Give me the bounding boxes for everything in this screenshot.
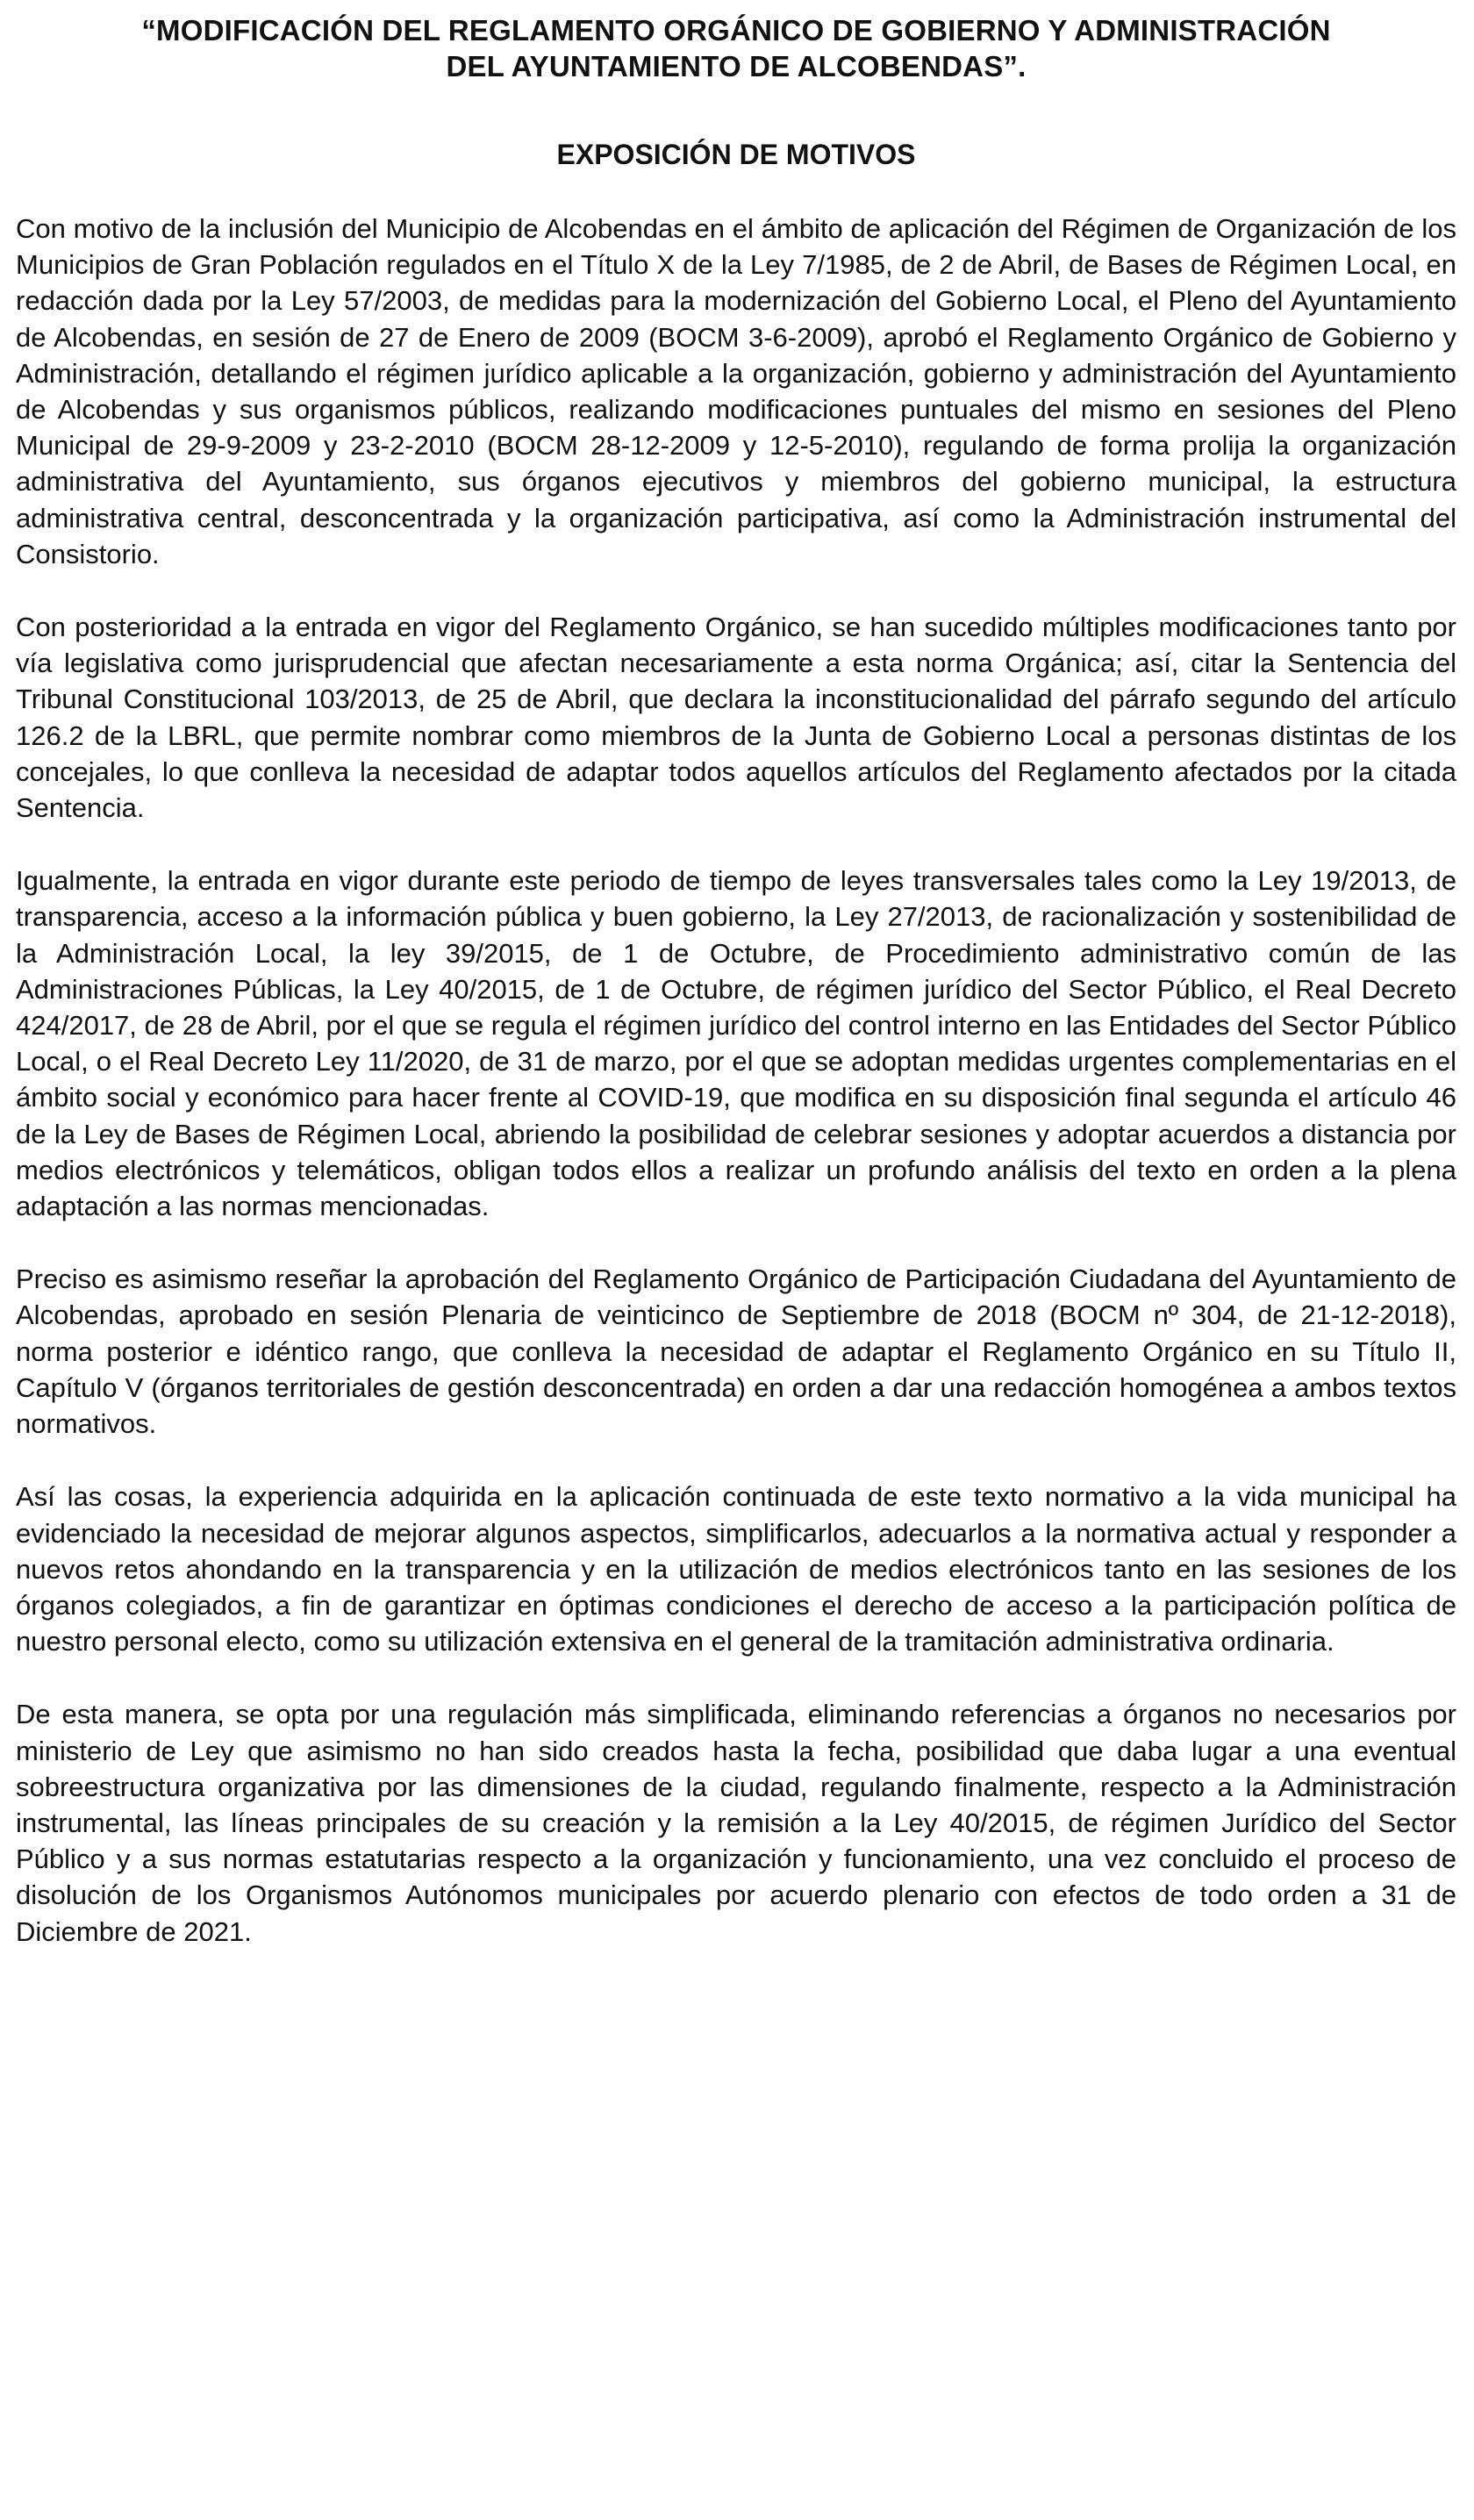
paragraph-1: Con motivo de la inclusión del Municipio de Alcobendas en el ámbito de aplicación del Régimen de Organización de los Municipios de Gran Población regulados en el Título X de la Ley 7/1985, de 2 de Abril, de Bases de Régimen Local, en redacción dada por la Ley 57/2003, de medidas para la modernización del Gobierno Local, el Pleno del Ayuntamiento de Alcobendas, en sesión de 27 de Enero de 2009 (BOCM 3-6-2009), aprobó el Reglamento Orgánico de Gobierno y Administración, detallando el régimen jurídico aplicable a la organización, gobierno y administración del Ayuntamiento de Alcobendas y sus organismos públicos, realizando modificaciones puntuales del mismo en sesiones del Pleno Municipal de 29-9-2009 y 23-2-2010 (BOCM 28-12-2009 y 12-5-2010), regulando de forma prolija la organización administrativa del Ayuntamiento, sus órganos ejecutivos y miembros del gobierno municipal, la estructura administrativa central, desconcentrada y la organización participativa, así como la Administración instrumental del Consistorio. <box>16 213 1456 569</box>
section-heading: EXPOSICIÓN DE MOTIVOS <box>556 139 916 170</box>
paragraph-4: Preciso es asimismo reseñar la aprobación del Reglamento Orgánico de Participación Ciudadana del Ayuntamiento de Alcobendas, aprobado en sesión Plenaria de veinticinco de Septiembre de 2018 (BOCM nº 304, de 21-12-2018), norma posterior e idéntico rango, que conlleva la necesidad de adaptar el Reglamento Orgánico en su Título II, Capítulo V (órganos territoriales de gestión desconcentrada) en orden a dar una redacción homogénea a ambos textos normativos. <box>16 1264 1456 1440</box>
paragraph-6: De esta manera, se opta por una regulación más simplificada, eliminando referencias a órganos no necesarios por ministerio de Ley que asimismo no han sido creados hasta la fecha, posibilidad que daba lugar a una eventual sobreestructura organizativa por las dimensiones de la ciudad, regulando finalmente, respecto a la Administración instrumental, las líneas principales de su creación y la remisión a la Ley 40/2015, de régimen Jurídico del Sector Público y a sus normas estatutarias respecto a la organización y funcionamiento, una vez concluido el proceso de disolución de los Organismos Autónomos municipales por acuerdo plenario con efectos de todo orden a 31 de Diciembre de 2021. <box>16 1699 1456 1947</box>
document-title-line-2: DEL AYUNTAMIENTO DE ALCOBENDAS”. <box>446 50 1027 82</box>
paragraph-5: Así las cosas, la experiencia adquirida en la aplicación continuada de este texto normativo a la vida municipal ha evidenciado la necesidad de mejorar algunos aspectos, simplificarlos, adecuarlos a la normativa actual y responder a nuevos retos ahondando en la transparencia y en la utilización de medios electrónicos tanto en las sesiones de los órganos colegiados, a fin de garantizar en óptimas condiciones el derecho de acceso a la participación política de nuestro personal electo, como su utilización extensiva en el general de la tramitación administrativa ordinaria. <box>16 1481 1456 1657</box>
paragraph-3: Igualmente, la entrada en vigor durante este periodo de tiempo de leyes transversales tales como la Ley 19/2013, de transparencia, acceso a la información pública y buen gobierno, la Ley 27/2013, de racionalización y sostenibilidad de la Administración Local, la ley 39/2015, de 1 de Octubre, de Procedimiento administrativo común de las Administraciones Públicas, la Ley 40/2015, de 1 de Octubre, de régimen jurídico del Sector Público, el Real Decreto 424/2017, de 28 de Abril, por el que se regula el régimen jurídico del control interno en las Entidades del Sector Público Local, o el Real Decreto Ley 11/2020, de 31 de marzo, por el que se adoptan medidas urgentes complementarias en el ámbito social y económico para hacer frente al COVID-19, que modifica en su disposición final segunda el artículo 46 de la Ley de Bases de Régimen Local, abriendo la posibilidad de celebrar sesiones y adoptar acuerdos a distancia por medios electrónicos y telemáticos, obligan todos ellos a realizar un profundo análisis del texto en orden a la plena adaptación a las normas mencionadas. <box>16 865 1456 1222</box>
document-title <box>16 12 1456 84</box>
paragraph-2: Con posterioridad a la entrada en vigor del Reglamento Orgánico, se han sucedido múltiples modificaciones tanto por vía legislativa como jurisprudencial que afectan necesariamente a esta norma Orgánica; así, citar la Sentencia del Tribunal Constitucional 103/2013, de 25 de Abril, que declara la inconstitucionalidad del párrafo segundo del artículo 126.2 de la LBRL, que permite nombrar como miembros de la Junta de Gobierno Local a personas distintas de los concejales, lo que conlleva la necesidad de adaptar todos aquellos artículos del Reglamento afectados por la citada Sentencia. <box>16 612 1456 824</box>
document-title-line-1: “MODIFICACIÓN DEL REGLAMENTO ORGÁNICO DE GOBIERNO Y ADMINISTRACIÓN <box>141 14 1331 47</box>
